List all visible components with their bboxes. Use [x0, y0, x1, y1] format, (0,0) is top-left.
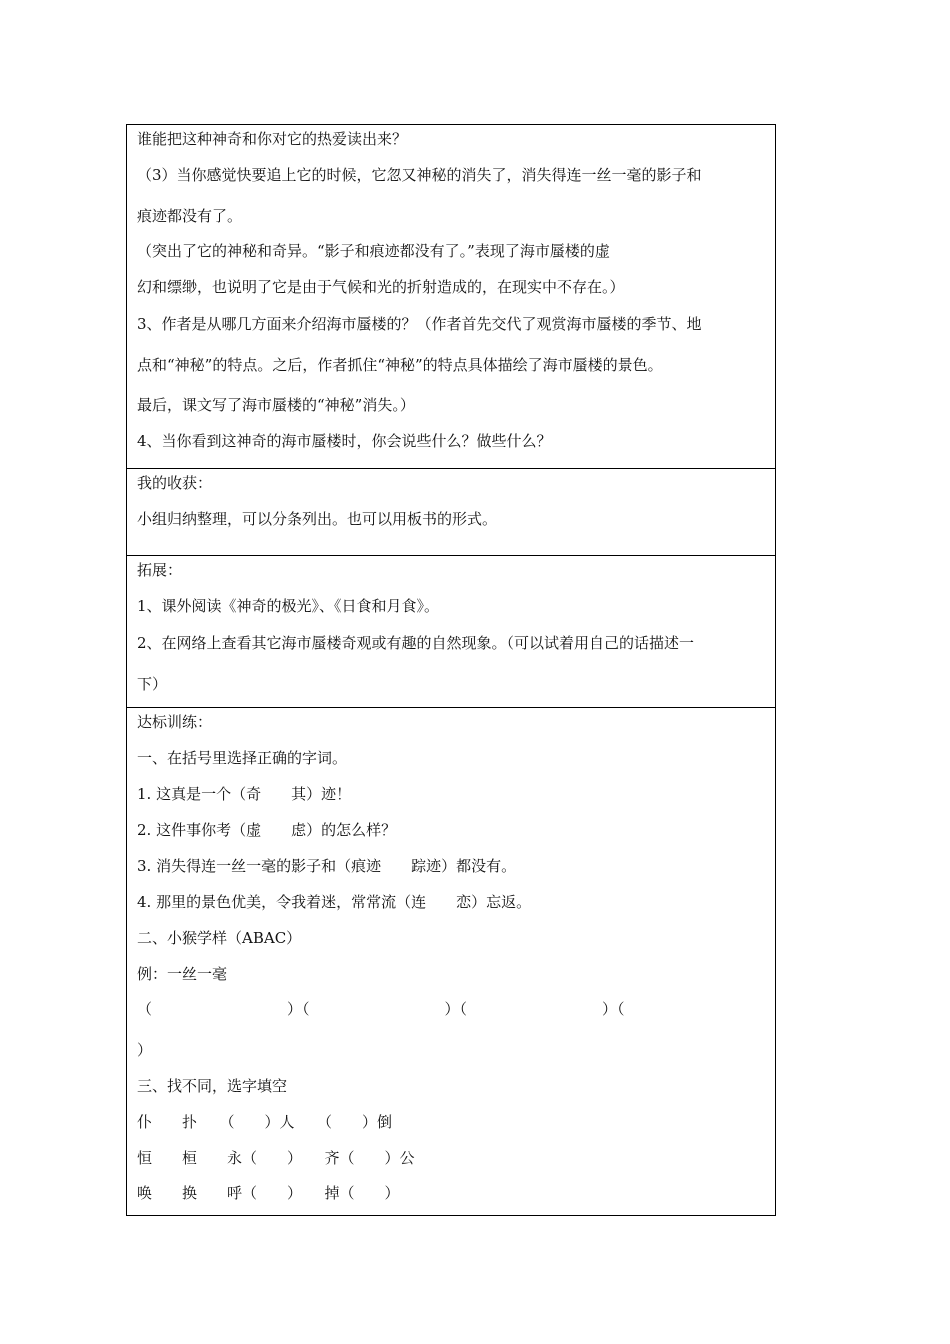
extension-title: 拓展：	[137, 561, 183, 579]
extension-line: 下）	[137, 675, 168, 693]
exercise-part2-blanks: （ ）（ ）（ ）（	[137, 1000, 625, 1018]
harvest-section	[127, 469, 775, 556]
exercise-part1-item: 1. 这真是一个（奇 其）迹！	[137, 785, 352, 803]
exercise-section	[127, 708, 775, 1215]
exercise-part1-title: 一、在括号里选择正确的字词。	[137, 749, 348, 767]
worksheet-table	[126, 124, 776, 1216]
reading-line: 点和“神秘”的特点。之后，作者抓住“神秘”的特点具体描绘了海市蜃楼的景色。	[137, 356, 663, 374]
reading-line: （3）当你感觉快要追上它的时候，它忽又神秘的消失了，消失得连一丝一毫的影子和	[137, 166, 702, 184]
extension-section	[127, 556, 775, 708]
exercise-part3-title: 三、找不同，选字填空	[137, 1077, 288, 1095]
exercise-part1-item: 4. 那里的景色优美，令我着迷，常常流（连 恋）忘返。	[137, 893, 532, 911]
exercise-part3-row: 仆 扑 （ ）人 （ ）倒	[137, 1113, 393, 1131]
reading-line: 幻和缥缈，也说明了它是由于气候和光的折射造成的，在现实中不存在。）	[137, 278, 625, 296]
exercise-title: 达标训练：	[137, 713, 213, 731]
reading-line: （突出了它的神秘和奇异。“影子和痕迹都没有了。”表现了海市蜃楼的虚	[137, 242, 610, 260]
reading-section	[127, 125, 775, 469]
exercise-part2-title: 二、小猴学样（ABAC）	[137, 929, 302, 947]
exercise-part1-item: 2. 这件事你考（虚 虑）的怎么样？	[137, 821, 397, 839]
exercise-part2-example: 例：一丝一毫	[137, 965, 228, 983]
reading-line: 最后，课文写了海市蜃楼的“神秘”消失。）	[137, 396, 415, 414]
exercise-part3-row: 唤 换 呼（ ） 掉（ ）	[137, 1184, 400, 1202]
harvest-line: 小组归纳整理，可以分条列出。也可以用板书的形式。	[137, 510, 498, 528]
extension-line: 2、在网络上查看其它海市蜃楼奇观或有趣的自然现象。（可以试着用自己的话描述一	[137, 634, 695, 652]
extension-line: 1、课外阅读《神奇的极光》、《日食和月食》。	[137, 597, 440, 615]
reading-line: 谁能把这种神奇和你对它的热爱读出来？	[137, 130, 408, 148]
reading-line: 3、作者是从哪几方面来介绍海市蜃楼的？（作者首先交代了观赏海市蜃楼的季节、地	[137, 315, 702, 333]
reading-line: 4、当你看到这神奇的海市蜃楼时，你会说些什么？做些什么？	[137, 432, 552, 450]
reading-line: 痕迹都没有了。	[137, 207, 243, 225]
exercise-part2-blanks-end: ）	[137, 1041, 153, 1059]
harvest-title: 我的收获：	[137, 474, 213, 492]
exercise-part3-row: 恒 桓 永（ ） 齐（ ）公	[137, 1149, 415, 1167]
exercise-part1-item: 3. 消失得连一丝一毫的影子和（痕迹 踪迹）都没有。	[137, 857, 517, 875]
